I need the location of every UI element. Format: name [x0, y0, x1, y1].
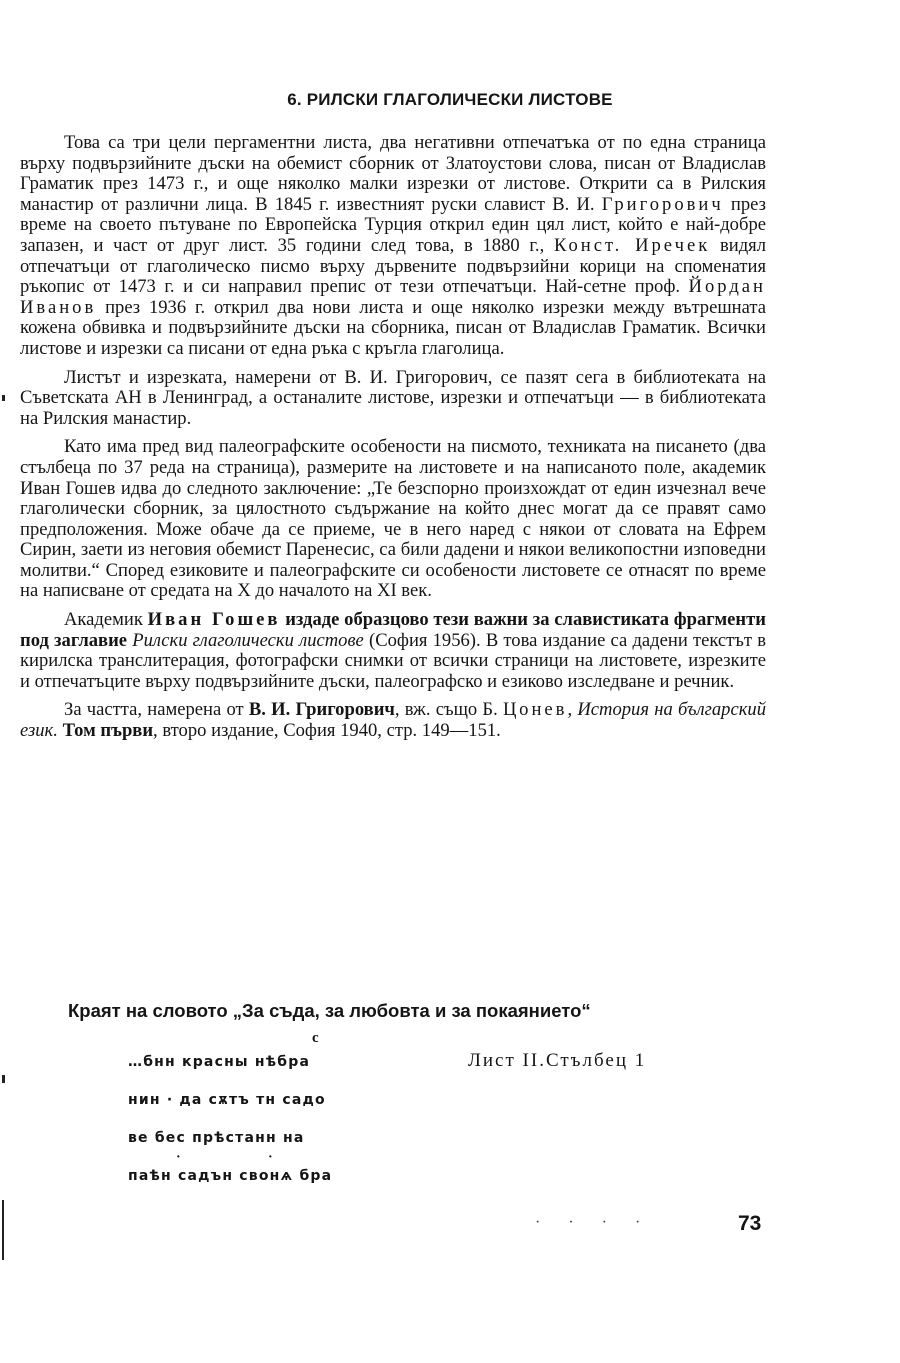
volume-label: Том първи: [62, 720, 154, 742]
margin-speck: [2, 395, 5, 401]
glagolitic-line-4: паѣн садън свонѧ бра: [128, 1168, 333, 1184]
name-grigorovich: Григорович: [601, 193, 724, 215]
book-title-rilski: Рилски глаголически листове: [132, 629, 364, 651]
paragraph-1: [20, 133, 766, 360]
section-subheading: Краят на словото „За съда, за любовта и за покаянието“: [68, 1000, 591, 1021]
p5-text-e: ,: [567, 699, 573, 721]
glagolitic-line-2: нин · да сѫтъ тн садо: [128, 1092, 326, 1108]
p4-text-e: (София 1956). В това издание са дадени текстът в кирилска транслитерация, фотографски снимки от всички страници на листовете, изрезките и отпечатъците върху подвързийните дъски, палеографско и езиково изследване и речник.: [20, 629, 766, 692]
paragraph-4: [20, 610, 766, 692]
print-specks: · · · ·: [535, 1214, 653, 1231]
p1-text-c: през време на своето пътуване по Европейска Турция открил един цял лист, който е най-добре запазен, и част от друг лист. 35 години след това, в 1880 г.,: [20, 193, 766, 256]
p5-text-c: , вж. също Б.: [394, 699, 498, 721]
margin-speck: [2, 1200, 4, 1260]
chapter-heading: 6. РИЛСКИ ГЛАГОЛИЧЕСКИ ЛИСТОВЕ: [287, 90, 613, 109]
p5-text-a: За частта, намерена от: [64, 699, 244, 721]
page-number: 73: [738, 1212, 762, 1235]
sheet-column-label: Лист II.Стълбец 1: [468, 1050, 647, 1071]
name-grigorovich-2: В. И. Григорович: [248, 699, 395, 721]
glagolitic-line-1: …бнн красны нѣбра: [128, 1054, 311, 1070]
margin-speck: [2, 1075, 5, 1083]
paragraph-3: Като има пред вид палеографските особености на писмото, техниката на писането (два стълбеца по 37 реда на страница), размерите на листовете и на написаното поле, академик Иван Гошев идва до следното заключение: „Те безспорно произхождат от един изчезнал вече глаголически сборник, за цялостното съдържание на който днес могат да се правят само предположения. Може обаче да се приеме, че в него наред с някои от словата на Ефрем Сирин, заети из неговия обемист Паренесис, са били дадени и някои великопостни изповедни молитви.“ Според езиковите и палеографските си особености листовете се отнасят по време на написване от средата на X до началото на XI век.: [20, 436, 766, 602]
accent-mark: с: [312, 1030, 319, 1046]
p4-text-a: Академик: [64, 609, 143, 631]
book-title-istoriya: История на българский език.: [20, 699, 767, 742]
dot-mark: ·: [268, 1150, 273, 1165]
p1-text-a: Това са три цели пергаментни листа, два негативни отпечатъка от по една страница върху подвързийните дъски на обемист сборник от Златоустови слова, писан от Владислав Граматик през 1473 г., и още няколко малки изрезки от листове. Открити са в Рилския манастир от различни лица. В 1845 г. известният руски славист В. И.: [20, 132, 766, 215]
name-ivanov: Йордан Иванов: [20, 276, 766, 318]
p4-text-c: издаде образцово тези важни за славистиката фрагменти под заглавие: [20, 609, 766, 651]
body-text: [20, 133, 766, 750]
name-irechek: Конст. Иречек: [553, 234, 711, 256]
name-goshev: Иван Гошев: [147, 609, 281, 631]
paragraph-2: Листът и изрезката, намерени от В. И. Григорович, се пазят сега в библиотеката на Съветската АН в Ленинград, а останалите листове, изрезки и отпечатъци — в библиотеката на Рилския манастир.: [20, 366, 766, 429]
p5-text-h: , второ издание, София 1940, стр. 149—151.: [153, 720, 501, 742]
p1-text-e: видял отпечатъци от глаголическо писмо върху дървените подвързийни корици на споменатия ръкопис от 1473 г. и си направил препис от тези отпечатъци. Най-сетне проф.: [20, 234, 767, 298]
p1-text-g: през 1936 г. открил два нови листа и още няколко изрезки между вътрешната кожена обвивка и подвързийните дъски на сборника, писан от Владислав Граматик. Всички листове и изрезки са писани от една ръка с кръгла глаголица.: [20, 296, 766, 359]
name-tsonev: Цонев: [503, 699, 568, 721]
dot-mark: ·: [176, 1150, 181, 1165]
paragraph-5: [20, 700, 766, 741]
glagolitic-line-3: ве бес прѣстанн на: [128, 1130, 305, 1146]
